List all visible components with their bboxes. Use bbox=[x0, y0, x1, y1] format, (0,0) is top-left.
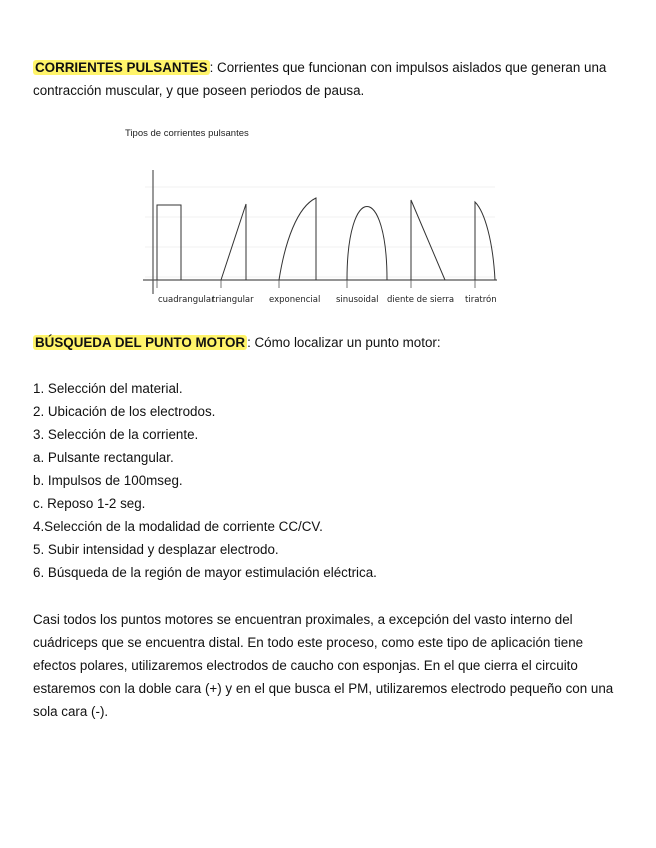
list-item: 5. Subir intensidad y desplazar electrodo. bbox=[33, 542, 279, 557]
list-item: 3. Selección de la corriente. bbox=[33, 427, 199, 442]
list-item: 4.Selección de la modalidad de corriente CC/CV. bbox=[33, 519, 323, 534]
intro-paragraph bbox=[33, 56, 623, 102]
label-cuadrangular: cuadrangular bbox=[158, 295, 215, 305]
list-item: 6. Búsqueda de la región de mayor estimulación eléctrica. bbox=[33, 565, 377, 580]
section2-paragraph bbox=[33, 331, 623, 354]
list-item: 1. Selección del material. bbox=[33, 381, 183, 396]
wave-sinusoidal bbox=[347, 207, 387, 281]
closing-paragraph: Casi todos los puntos motores se encuentran proximales, a excepción del vasto interno del cuádriceps que se encuentra distal. En todo este proceso, como este tipo de aplicación tiene efectos polares, utilizaremos electrodos de caucho con esponjas. En el que cierra el circuito estaremos con la doble cara (+) y en el que busca el PM, utilizaremos electrodo pequeño con una sola cara (-). bbox=[33, 612, 614, 719]
list-item: a. Pulsante rectangular. bbox=[33, 450, 174, 465]
list-item: 2. Ubicación de los electrodos. bbox=[33, 404, 216, 419]
list-item: b. Impulsos de 100mseg. bbox=[33, 473, 183, 488]
section1-heading: CORRIENTES PULSANTES bbox=[35, 60, 208, 75]
wave-triangular bbox=[221, 204, 246, 280]
section2-body: : Cómo localizar un punto motor: bbox=[247, 335, 441, 350]
label-sinusoidal: sinusoidal bbox=[336, 295, 379, 305]
list-item: c. Reposo 1-2 seg. bbox=[33, 496, 146, 511]
label-triangular: triangular bbox=[212, 295, 254, 305]
wave-exponencial bbox=[279, 198, 316, 280]
label-tiratron: tiratrón bbox=[465, 295, 497, 305]
label-exponencial: exponencial bbox=[269, 295, 321, 305]
pulse-types-figure bbox=[125, 128, 505, 313]
section1-body: : Corrientes que funcionan con impulsos aislados que generan una contracción muscular, y que poseen periodos de pausa. bbox=[33, 60, 607, 98]
wave-cuadrangular bbox=[157, 205, 181, 280]
figure-title: Tipos de corrientes pulsantes bbox=[125, 128, 249, 139]
section2-heading: BÚSQUEDA DEL PUNTO MOTOR bbox=[35, 335, 246, 350]
label-diente-de-sierra: diente de sierra bbox=[387, 295, 455, 305]
waveform-chart bbox=[125, 142, 505, 312]
wave-diente-de-sierra bbox=[411, 200, 445, 280]
steps-list bbox=[33, 377, 377, 584]
wave-tiratron bbox=[475, 202, 495, 280]
